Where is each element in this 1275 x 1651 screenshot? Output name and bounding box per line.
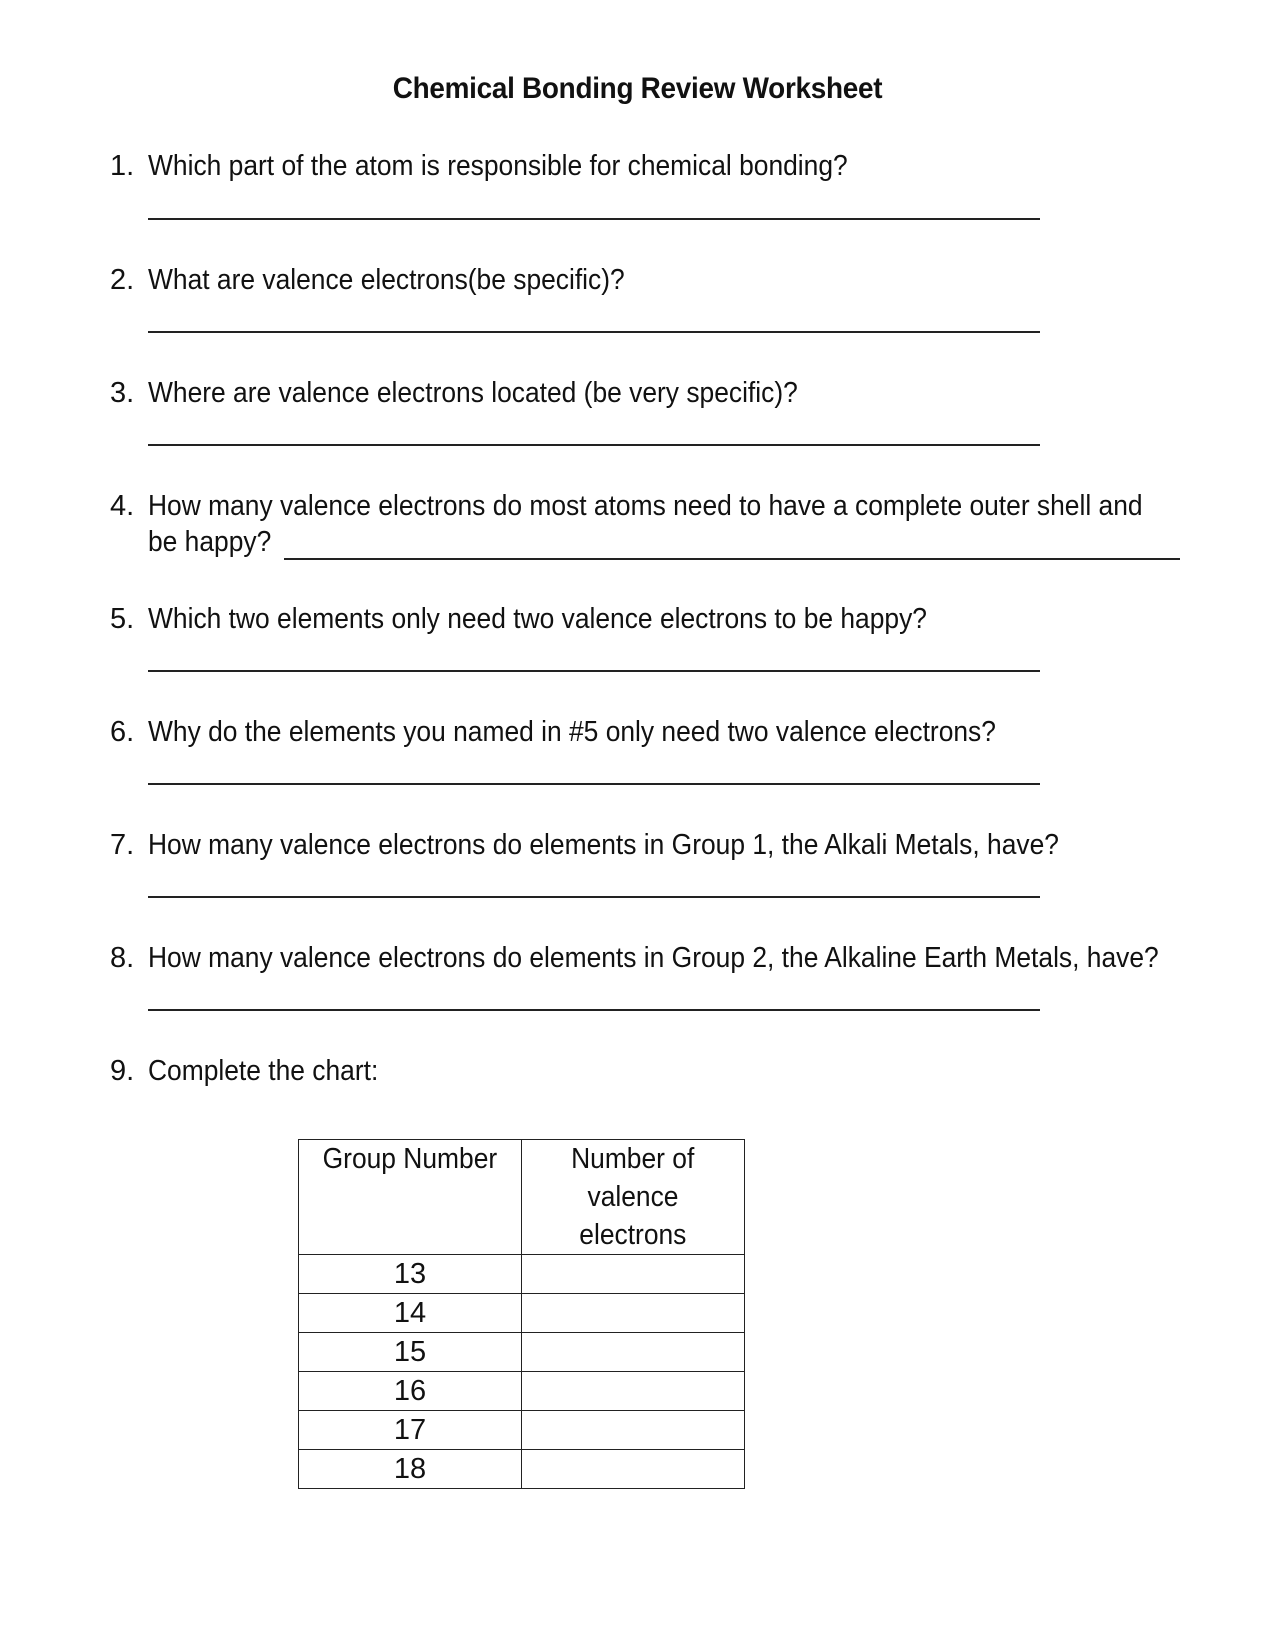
valence-answer-cell[interactable] [522, 1255, 745, 1294]
question-text: Why do the elements you named in #5 only need two valence electrons? [148, 716, 996, 748]
valence-answer-cell[interactable] [522, 1294, 745, 1333]
question-number: 6. [110, 716, 135, 748]
table-row [299, 1333, 745, 1372]
question-text: Complete the chart: [148, 1055, 379, 1087]
answer-line-7[interactable] [148, 896, 1040, 898]
valence-answer-cell[interactable] [522, 1333, 745, 1372]
table-row [299, 1294, 745, 1333]
answer-line-3[interactable] [148, 444, 1040, 446]
table-row [299, 1372, 745, 1411]
answer-line-8[interactable] [148, 1009, 1040, 1011]
question-text: How many valence electrons do most atoms need to have a complete outer shell and [148, 490, 1143, 522]
header-valence-electrons: Number of valence electrons [522, 1140, 745, 1255]
question-number: 1. [110, 150, 135, 182]
answer-line-6[interactable] [148, 783, 1040, 785]
question-text: Which part of the atom is responsible for chemical bonding? [148, 150, 848, 182]
header-group-number: Group Number [299, 1140, 522, 1255]
question-number: 2. [110, 264, 135, 296]
valence-electron-chart [298, 1139, 745, 1489]
question-text: How many valence electrons do elements in Group 1, the Alkali Metals, have? [148, 829, 1059, 861]
chart-header-row [299, 1140, 745, 1255]
question-text: What are valence electrons(be specific)? [148, 264, 625, 296]
question-number: 9. [110, 1055, 135, 1087]
group-number-cell: 13 [299, 1255, 522, 1294]
valence-answer-cell[interactable] [522, 1372, 745, 1411]
worksheet-title: Chemical Bonding Review Worksheet [392, 72, 883, 105]
question-text: Which two elements only need two valence electrons to be happy? [148, 603, 927, 635]
question-text-continued: be happy? [148, 526, 272, 558]
question-text: Where are valence electrons located (be very specific)? [148, 377, 798, 409]
table-row [299, 1450, 745, 1489]
valence-answer-cell[interactable] [522, 1450, 745, 1489]
answer-line-1[interactable] [148, 218, 1040, 220]
answer-line-4[interactable] [284, 558, 1180, 560]
question-number: 7. [110, 829, 135, 861]
answer-line-2[interactable] [148, 331, 1040, 333]
question-number: 5. [110, 603, 135, 635]
group-number-cell: 14 [299, 1294, 522, 1333]
group-number-cell: 17 [299, 1411, 522, 1450]
valence-answer-cell[interactable] [522, 1411, 745, 1450]
question-text: How many valence electrons do elements in Group 2, the Alkaline Earth Metals, have? [148, 942, 1159, 974]
group-number-cell: 16 [299, 1372, 522, 1411]
table-row [299, 1255, 745, 1294]
answer-line-5[interactable] [148, 670, 1040, 672]
question-number: 3. [110, 377, 135, 409]
group-number-cell: 15 [299, 1333, 522, 1372]
group-number-cell: 18 [299, 1450, 522, 1489]
question-number: 8. [110, 942, 135, 974]
question-number: 4. [110, 490, 135, 522]
table-row [299, 1411, 745, 1450]
